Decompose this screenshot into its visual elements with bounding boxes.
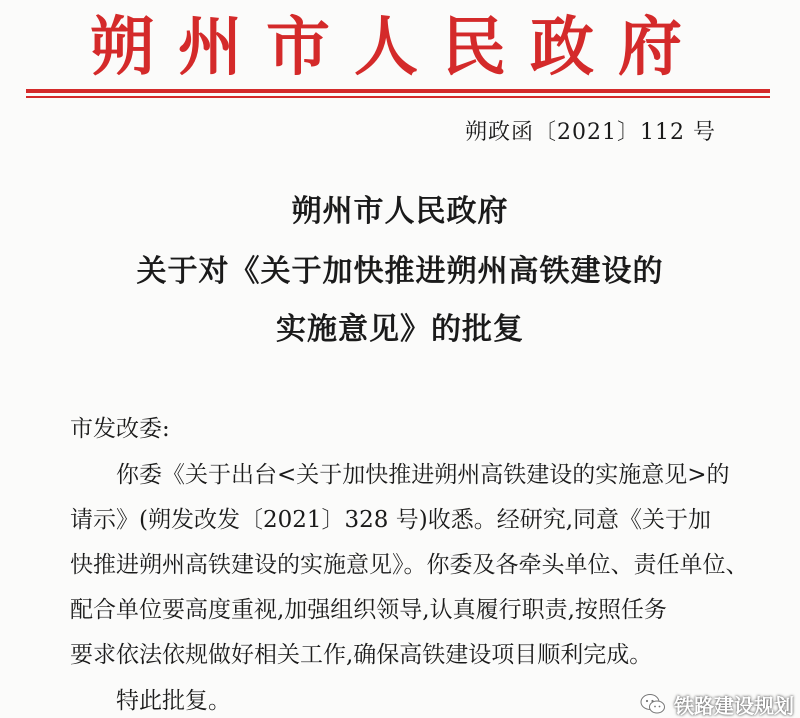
wechat-icon — [640, 693, 666, 715]
watermark — [640, 690, 794, 718]
masthead-rule-thin — [26, 96, 770, 98]
document-number: 朔政函〔2021〕112 号 — [465, 120, 716, 145]
masthead-title: 朔州市人民政府 — [90, 10, 706, 85]
document-title-line-2: 关于对《关于加快推进朔州高铁建设的 — [136, 254, 664, 289]
body-line: 快推进朔州高铁建设的实施意见》。你委及各牵头单位、责任单位、 — [70, 552, 749, 578]
document-title-line-1: 朔州市人民政府 — [291, 194, 509, 229]
closing-remark: 特此批复。 — [116, 688, 231, 714]
body-line: 请示》(朔发改发〔2021〕328 号)收悉。经研究,同意《关于加 — [70, 507, 712, 533]
body-line: 你委《关于出台<关于加快推进朔州高铁建设的实施意见>的 — [116, 462, 730, 488]
document-title-line-3: 实施意见》的批复 — [276, 312, 524, 347]
salutation: 市发改委: — [70, 416, 170, 442]
body-line: 要求依法依规做好相关工作,确保高铁建设项目顺利完成。 — [70, 642, 653, 668]
body-line: 配合单位要高度重视,加强组织领导,认真履行职责,按照任务 — [70, 597, 667, 623]
watermark-text: 铁路建设规划 — [674, 693, 794, 718]
masthead-rule-thick — [26, 89, 770, 93]
